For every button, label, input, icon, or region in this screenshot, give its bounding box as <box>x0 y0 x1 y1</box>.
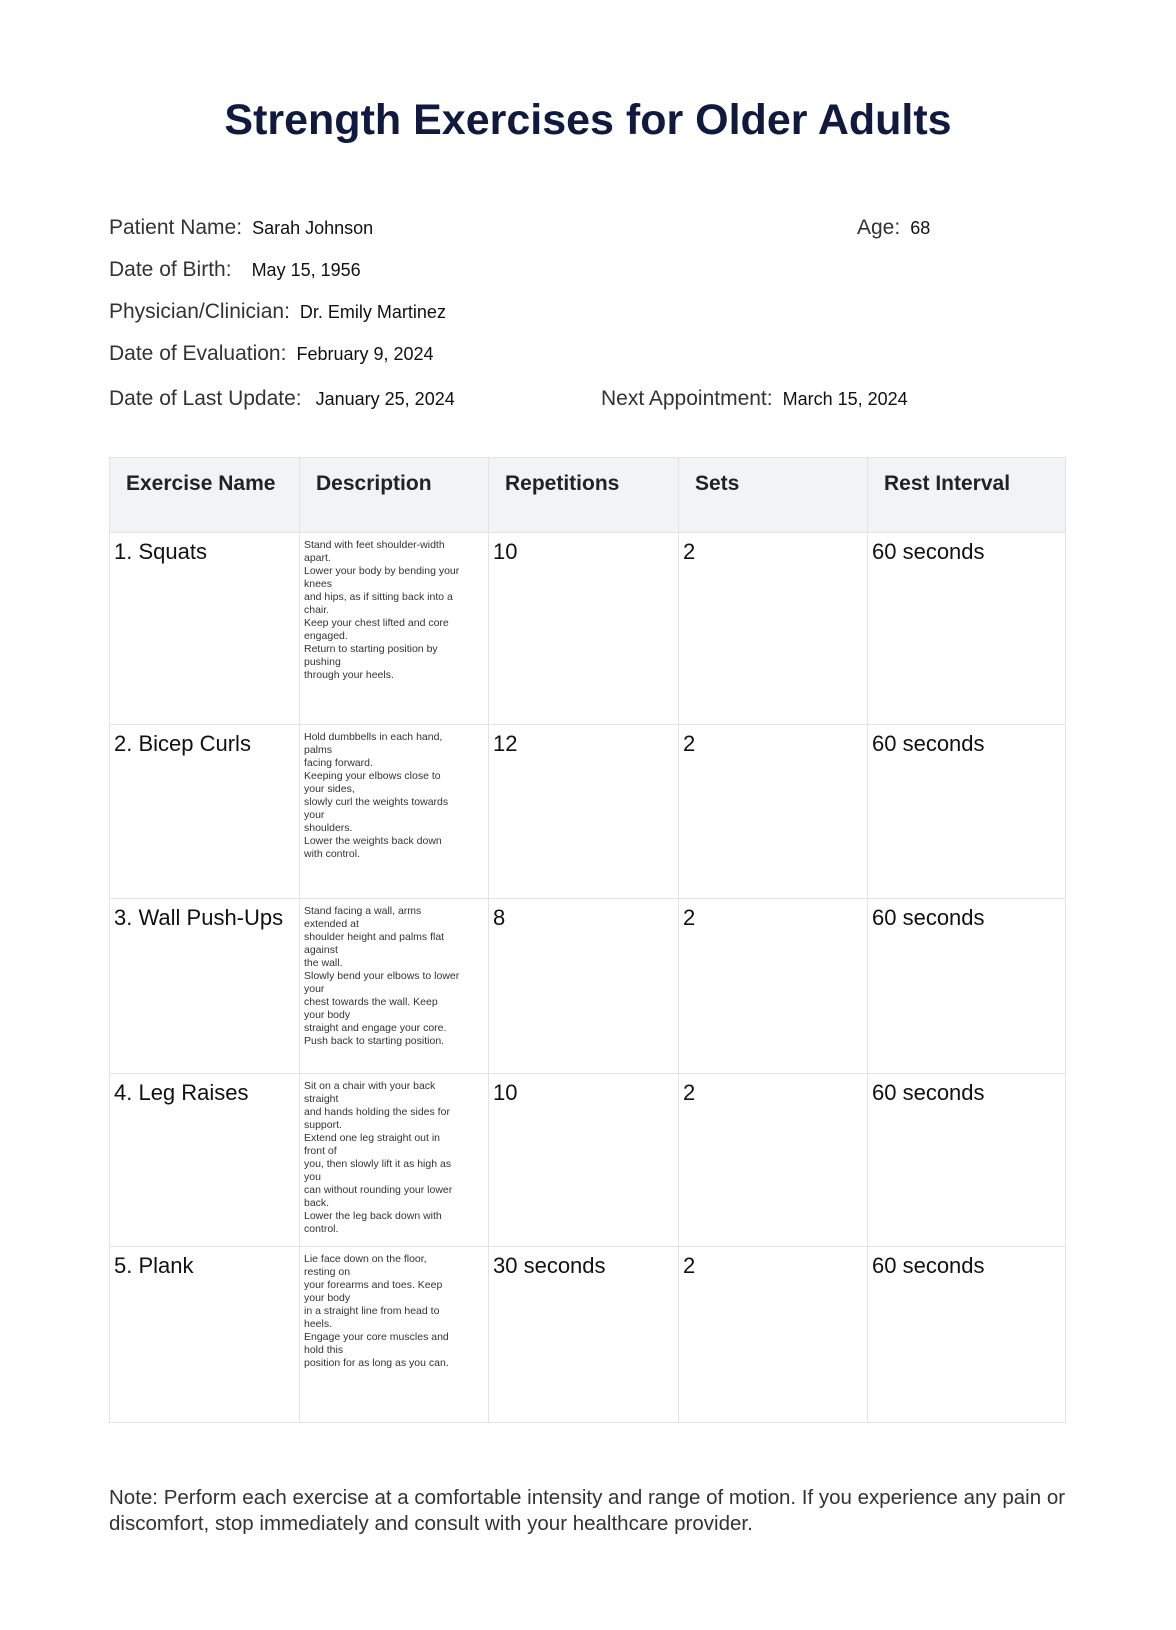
description-line: Sit on a chair with your back <box>304 1080 436 1092</box>
description-cell <box>300 1074 489 1247</box>
dob-label: Date of Birth: <box>109 258 232 281</box>
description-line: you <box>304 1171 321 1183</box>
exercise-name-cell: 5. Plank <box>110 1247 300 1423</box>
description-line: and hips, as if sitting back into a <box>304 591 453 603</box>
description-line: you, then slowly lift it as high as <box>304 1158 452 1170</box>
repetitions-cell: 10 <box>489 533 679 725</box>
evaluation-date-field <box>109 342 434 366</box>
description-line: in a straight line from head to <box>304 1305 440 1317</box>
rest-interval-cell: 60 seconds <box>868 1247 1066 1423</box>
description-line: palms <box>304 744 333 756</box>
dob-field <box>109 258 361 282</box>
description-cell <box>300 1247 489 1423</box>
description-line: with control. <box>304 848 361 860</box>
description-line: shoulders. <box>304 822 353 834</box>
table-row <box>110 1247 1066 1423</box>
description-line: straight and engage your core. <box>304 1022 447 1034</box>
exercise-name-cell: 4. Leg Raises <box>110 1074 300 1247</box>
header-exercise-name: Exercise Name <box>110 458 300 533</box>
description-line: against <box>304 944 338 956</box>
exercise-table <box>109 457 1066 1423</box>
description-line: hold this <box>304 1344 344 1356</box>
description-line: Keep your chest lifted and core <box>304 617 449 629</box>
description-line: Stand facing a wall, arms <box>304 905 422 917</box>
repetitions-cell: 30 seconds <box>489 1247 679 1423</box>
patient-name-label: Patient Name: <box>109 216 243 239</box>
last-update-value: January 25, 2024 <box>315 389 455 409</box>
description-cell <box>300 899 489 1074</box>
description-line: facing forward. <box>304 757 373 769</box>
exercise-name-cell: 3. Wall Push-Ups <box>110 899 300 1074</box>
repetitions-cell: 12 <box>489 725 679 899</box>
sets-cell: 2 <box>679 533 868 725</box>
description-line: resting on <box>304 1266 351 1278</box>
description-line: your body <box>304 1009 351 1021</box>
table-row <box>110 899 1066 1074</box>
rest-interval-cell: 60 seconds <box>868 533 1066 725</box>
rest-interval-cell: 60 seconds <box>868 899 1066 1074</box>
sets-cell: 2 <box>679 1247 868 1423</box>
table-row <box>110 725 1066 899</box>
description-line: heels. <box>304 1318 333 1330</box>
description-line: Return to starting position by <box>304 643 438 655</box>
description-cell <box>300 533 489 725</box>
description-line: Lie face down on the floor, <box>304 1253 427 1265</box>
description-line: your body <box>304 1292 351 1304</box>
sets-cell: 2 <box>679 1074 868 1247</box>
description-line: can without rounding your lower <box>304 1184 453 1196</box>
page-title: Strength Exercises for Older Adults <box>224 96 952 144</box>
physician-value: Dr. Emily Martinez <box>299 302 446 322</box>
description-line: the wall. <box>304 957 343 969</box>
header-repetitions: Repetitions <box>489 458 679 533</box>
age-value: 68 <box>910 218 931 238</box>
description-line: Lower your body by bending your <box>304 565 460 577</box>
description-line: Hold dumbbells in each hand, <box>304 731 443 743</box>
description-line: Stand with feet shoulder-width <box>304 539 445 551</box>
footer-note: Note: Perform each exercise at a comfortable intensity and range of motion. If you experience any pain or discomfort, stop immediately and consult with your healthcare provider. <box>109 1486 1066 1535</box>
description-cell <box>300 725 489 899</box>
description-line: your sides, <box>304 783 355 795</box>
description-line: your <box>304 983 325 995</box>
description-line: your <box>304 809 325 821</box>
evaluation-date-label: Date of Evaluation: <box>109 342 287 365</box>
last-update-label: Date of Last Update: <box>109 387 302 410</box>
description-line: back. <box>304 1197 330 1209</box>
dob-value: May 15, 1956 <box>251 260 361 280</box>
next-appointment-field <box>601 387 908 411</box>
physician-label: Physician/Clinician: <box>109 300 290 323</box>
header-description: Description <box>300 458 489 533</box>
description-line: shoulder height and palms flat <box>304 931 445 943</box>
header-rest-interval: Rest Interval <box>868 458 1066 533</box>
next-appointment-label: Next Appointment: <box>601 387 773 410</box>
patient-name-field <box>109 216 373 240</box>
exercise-name-cell: 1. Squats <box>110 533 300 725</box>
description-line: Lower the leg back down with <box>304 1210 442 1222</box>
sets-cell: 2 <box>679 899 868 1074</box>
description-line: position for as long as you can. <box>304 1357 449 1369</box>
description-line: slowly curl the weights towards <box>304 796 449 808</box>
description-line: Extend one leg straight out in <box>304 1132 441 1144</box>
repetitions-cell: 8 <box>489 899 679 1074</box>
description-line: chair. <box>304 604 330 616</box>
table-header-row <box>110 458 1066 533</box>
description-line: knees <box>304 578 333 590</box>
description-line: apart. <box>304 552 331 564</box>
repetitions-cell: 10 <box>489 1074 679 1247</box>
description-line: control. <box>304 1223 339 1235</box>
description-line: front of <box>304 1145 337 1157</box>
description-line: chest towards the wall. Keep <box>304 996 438 1008</box>
description-line: and hands holding the sides for <box>304 1106 450 1118</box>
sets-cell: 2 <box>679 725 868 899</box>
next-appointment-value: March 15, 2024 <box>782 389 908 409</box>
description-line: Lower the weights back down <box>304 835 442 847</box>
description-line: engaged. <box>304 630 348 642</box>
description-line: straight <box>304 1093 339 1105</box>
table-row <box>110 533 1066 725</box>
evaluation-date-value: February 9, 2024 <box>296 344 434 364</box>
exercise-name-cell: 2. Bicep Curls <box>110 725 300 899</box>
description-line: pushing <box>304 656 341 668</box>
patient-name-value: Sarah Johnson <box>252 218 374 238</box>
description-line: Push back to starting position. <box>304 1035 445 1047</box>
description-line: through your heels. <box>304 669 394 681</box>
description-line: support. <box>304 1119 342 1131</box>
rest-interval-cell: 60 seconds <box>868 1074 1066 1247</box>
rest-interval-cell: 60 seconds <box>868 725 1066 899</box>
description-line: Slowly bend your elbows to lower <box>304 970 460 982</box>
description-line: Keeping your elbows close to <box>304 770 441 782</box>
description-line: your forearms and toes. Keep <box>304 1279 443 1291</box>
header-sets: Sets <box>679 458 868 533</box>
physician-field <box>109 300 446 324</box>
last-update-field <box>109 387 455 411</box>
description-line: Engage your core muscles and <box>304 1331 449 1343</box>
table-row <box>110 1074 1066 1247</box>
age-field <box>857 216 930 240</box>
description-line: extended at <box>304 918 359 930</box>
age-label: Age: <box>857 216 901 239</box>
